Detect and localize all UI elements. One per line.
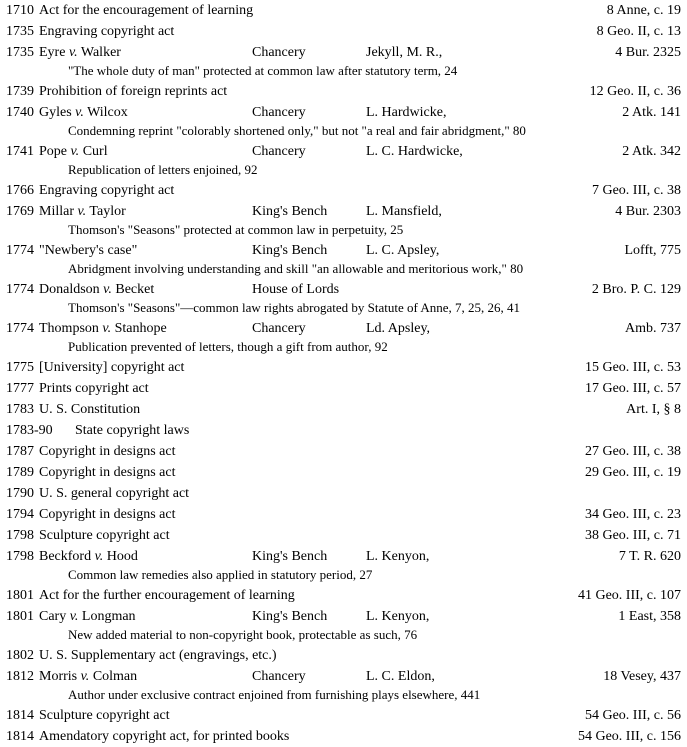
entry-line — [0, 525, 687, 546]
table-row — [0, 441, 687, 462]
entry-title: Act for the further encouragement of learning — [39, 588, 295, 603]
entry-judge: L. Kenyon, — [366, 609, 430, 624]
entry-year: 1775 — [6, 360, 34, 375]
entry-title: Copyright in designs act — [39, 507, 176, 522]
entry-citation: 15 Geo. III, c. 53 — [584, 360, 681, 375]
entry-citation: 54 Geo. III, c. 156 — [577, 729, 681, 744]
entry-line — [0, 102, 687, 123]
table-row — [0, 645, 687, 666]
entry-year: 1740 — [6, 105, 34, 120]
entry-line — [0, 606, 687, 627]
entry-title: Act for the encouragement of learning — [39, 3, 254, 18]
entry-note: Condemning reprint "colorably shortened only," but not "a real and fair abridgment," 80 — [68, 123, 526, 138]
entry-year: 1710 — [6, 3, 34, 18]
table-row — [0, 279, 687, 318]
table-row — [0, 585, 687, 606]
entry-title: "Newbery's case" — [39, 243, 138, 258]
entry-judge: Ld. Apsley, — [366, 321, 431, 336]
entry-citation: 4 Bur. 2325 — [615, 45, 681, 60]
entry-judge: L. Kenyon, — [366, 549, 430, 564]
entry-year: 1789 — [6, 465, 34, 480]
table-row — [0, 462, 687, 483]
entry-citation: Lofft, 775 — [624, 243, 681, 258]
table-row — [0, 42, 687, 81]
entry-line — [0, 141, 687, 162]
entry-title: Prohibition of foreign reprints act — [39, 84, 228, 99]
entry-court: House of Lords — [252, 282, 340, 297]
entry-line — [0, 504, 687, 525]
entry-note: Republication of letters enjoined, 92 — [68, 162, 258, 177]
entry-citation: Amb. 737 — [625, 321, 681, 336]
entry-judge: L. C. Apsley, — [366, 243, 440, 258]
entry-citation: 34 Geo. III, c. 23 — [584, 507, 681, 522]
entry-year: 1798 — [6, 549, 34, 564]
entry-line — [0, 180, 687, 201]
entry-title: Beckford v. Hood — [39, 549, 138, 564]
entry-citation: 41 Geo. III, c. 107 — [577, 588, 681, 603]
entry-court: King's Bench — [252, 204, 328, 219]
entry-note-line — [0, 222, 687, 240]
table-row — [0, 546, 687, 585]
entry-year: 1777 — [6, 381, 34, 396]
entry-line — [0, 666, 687, 687]
entry-citation: 7 Geo. III, c. 38 — [591, 183, 681, 198]
entry-citation: 29 Geo. III, c. 19 — [584, 465, 681, 480]
entry-court: Chancery — [252, 669, 306, 684]
entry-title: Thompson v. Stanhope — [39, 321, 167, 336]
entry-title: State copyright laws — [75, 423, 190, 438]
entry-note-line — [0, 261, 687, 279]
entry-title: Engraving copyright act — [39, 183, 175, 198]
entry-note-line — [0, 123, 687, 141]
table-row — [0, 378, 687, 399]
entry-line — [0, 0, 687, 21]
entry-citation: 8 Geo. II, c. 13 — [596, 24, 681, 39]
entry-note: Author under exclusive contract enjoined from furnishing plays elsewhere, 441 — [68, 687, 481, 702]
table-row — [0, 726, 687, 747]
entry-year: 1790 — [6, 486, 34, 501]
table-row — [0, 399, 687, 420]
entry-citation: 2 Atk. 342 — [622, 144, 681, 159]
entry-line — [0, 462, 687, 483]
entry-note: Thomson's "Seasons"—common law rights abrogated by Statute of Anne, 7, 25, 26, 41 — [68, 300, 521, 315]
entry-title: Prints copyright act — [39, 381, 149, 396]
table-row — [0, 666, 687, 705]
entry-citation: 1 East, 358 — [618, 609, 681, 624]
table-row — [0, 420, 687, 441]
entry-judge: L. C. Hardwicke, — [366, 144, 463, 159]
entry-year: 1801 — [6, 588, 34, 603]
entry-note: New added material to non-copyright book, protectable as such, 76 — [68, 627, 418, 642]
entry-note-line — [0, 687, 687, 705]
entry-title: Donaldson v. Becket — [39, 282, 155, 297]
entry-citation: 17 Geo. III, c. 57 — [584, 381, 681, 396]
entry-court: Chancery — [252, 105, 306, 120]
entry-line — [0, 546, 687, 567]
entry-line — [0, 318, 687, 339]
entry-citation: 8 Anne, c. 19 — [606, 3, 681, 18]
entry-year: 1812 — [6, 669, 34, 684]
entry-citation: 54 Geo. III, c. 56 — [584, 708, 681, 723]
entry-year: 1814 — [6, 729, 34, 744]
entry-year: 1739 — [6, 84, 34, 99]
entry-title: Eyre v. Walker — [39, 45, 121, 60]
entry-title: U. S. Supplementary act (engravings, etc.) — [39, 648, 277, 663]
table-row — [0, 705, 687, 726]
table-row — [0, 240, 687, 279]
entry-title: Sculpture copyright act — [39, 528, 170, 543]
entry-line — [0, 585, 687, 606]
entry-title: [University] copyright act — [39, 360, 185, 375]
entry-note: "The whole duty of man" protected at common law after statutory term, 24 — [68, 63, 458, 78]
entry-court: King's Bench — [252, 243, 328, 258]
entry-judge: Jekyll, M. R., — [366, 45, 443, 60]
entry-title: Morris v. Colman — [39, 669, 138, 684]
entry-citation: 12 Geo. II, c. 36 — [589, 84, 681, 99]
entry-year: 1798 — [6, 528, 34, 543]
entry-year: 1769 — [6, 204, 34, 219]
entry-court: King's Bench — [252, 549, 328, 564]
entry-line — [0, 81, 687, 102]
entry-line — [0, 21, 687, 42]
entry-note-line — [0, 627, 687, 645]
entry-citation: 18 Vesey, 437 — [603, 669, 681, 684]
entry-note: Abridgment involving understanding and skill "an allowable and meritorious work," 80 — [68, 261, 524, 276]
entry-court: Chancery — [252, 45, 306, 60]
entry-title: Gyles v. Wilcox — [39, 105, 128, 120]
entry-citation: 7 T. R. 620 — [618, 549, 681, 564]
entry-title: Copyright in designs act — [39, 465, 176, 480]
entry-line — [0, 705, 687, 726]
entry-year: 1774 — [6, 243, 34, 258]
entry-note: Common law remedies also applied in statutory period, 27 — [68, 567, 373, 582]
entry-year: 1814 — [6, 708, 34, 723]
entry-year: 1774 — [6, 321, 34, 336]
entry-year: 1766 — [6, 183, 34, 198]
entry-line — [0, 357, 687, 378]
entry-title: U. S. general copyright act — [39, 486, 190, 501]
entry-line — [0, 399, 687, 420]
entry-title: Pope v. Curl — [39, 144, 108, 159]
table-row — [0, 525, 687, 546]
entry-title: Sculpture copyright act — [39, 708, 170, 723]
entry-note-line — [0, 300, 687, 318]
entry-citation: 2 Bro. P. C. 129 — [591, 282, 681, 297]
table-row — [0, 21, 687, 42]
entry-year: 1735 — [6, 45, 34, 60]
entry-line — [0, 483, 687, 504]
entry-year: 1783 — [6, 402, 34, 417]
entry-title: U. S. Constitution — [39, 402, 141, 417]
entry-court: Chancery — [252, 321, 306, 336]
entry-citation: 4 Bur. 2303 — [615, 204, 681, 219]
table-row — [0, 81, 687, 102]
entry-title: Copyright in designs act — [39, 444, 176, 459]
table-row — [0, 102, 687, 141]
entry-line — [0, 420, 687, 441]
entry-judge: L. Mansfield, — [366, 204, 442, 219]
entry-title: Cary v. Longman — [39, 609, 136, 624]
table-row — [0, 180, 687, 201]
entry-note-line — [0, 567, 687, 585]
entry-title: Amendatory copyright act, for printed books — [39, 729, 290, 744]
entry-citation: 27 Geo. III, c. 38 — [584, 444, 681, 459]
entry-judge: L. Hardwicke, — [366, 105, 447, 120]
entry-citation: 2 Atk. 141 — [622, 105, 681, 120]
entry-year: 1801 — [6, 609, 34, 624]
entry-court: Chancery — [252, 144, 306, 159]
table-row — [0, 318, 687, 357]
table-row — [0, 201, 687, 240]
entry-title: Millar v. Taylor — [39, 204, 126, 219]
entry-judge: L. C. Eldon, — [366, 669, 435, 684]
table-row — [0, 504, 687, 525]
table-row — [0, 606, 687, 645]
entry-note: Publication prevented of letters, though a gift from author, 92 — [68, 339, 388, 354]
entry-note-line — [0, 339, 687, 357]
entry-court: King's Bench — [252, 609, 328, 624]
entry-note: Thomson's "Seasons" protected at common law in perpetuity, 25 — [68, 222, 404, 237]
entry-line — [0, 42, 687, 63]
entry-line — [0, 441, 687, 462]
table-row — [0, 0, 687, 21]
entry-note-line — [0, 63, 687, 81]
entry-year: 1794 — [6, 507, 34, 522]
table-row — [0, 483, 687, 504]
entry-year: 1787 — [6, 444, 34, 459]
entry-line — [0, 726, 687, 747]
entry-year: 1802 — [6, 648, 34, 663]
entry-year: 1774 — [6, 282, 34, 297]
entry-year: 1783-90 — [6, 423, 53, 438]
entry-citation: 38 Geo. III, c. 71 — [584, 528, 681, 543]
entry-line — [0, 378, 687, 399]
entry-citation: Art. I, § 8 — [626, 402, 681, 417]
entry-line — [0, 240, 687, 261]
table-row — [0, 141, 687, 180]
entry-line — [0, 645, 687, 666]
entry-line — [0, 201, 687, 222]
entry-year: 1735 — [6, 24, 34, 39]
entry-year: 1741 — [6, 144, 34, 159]
entry-line — [0, 279, 687, 300]
entry-title: Engraving copyright act — [39, 24, 175, 39]
entry-note-line — [0, 162, 687, 180]
table-row — [0, 357, 687, 378]
